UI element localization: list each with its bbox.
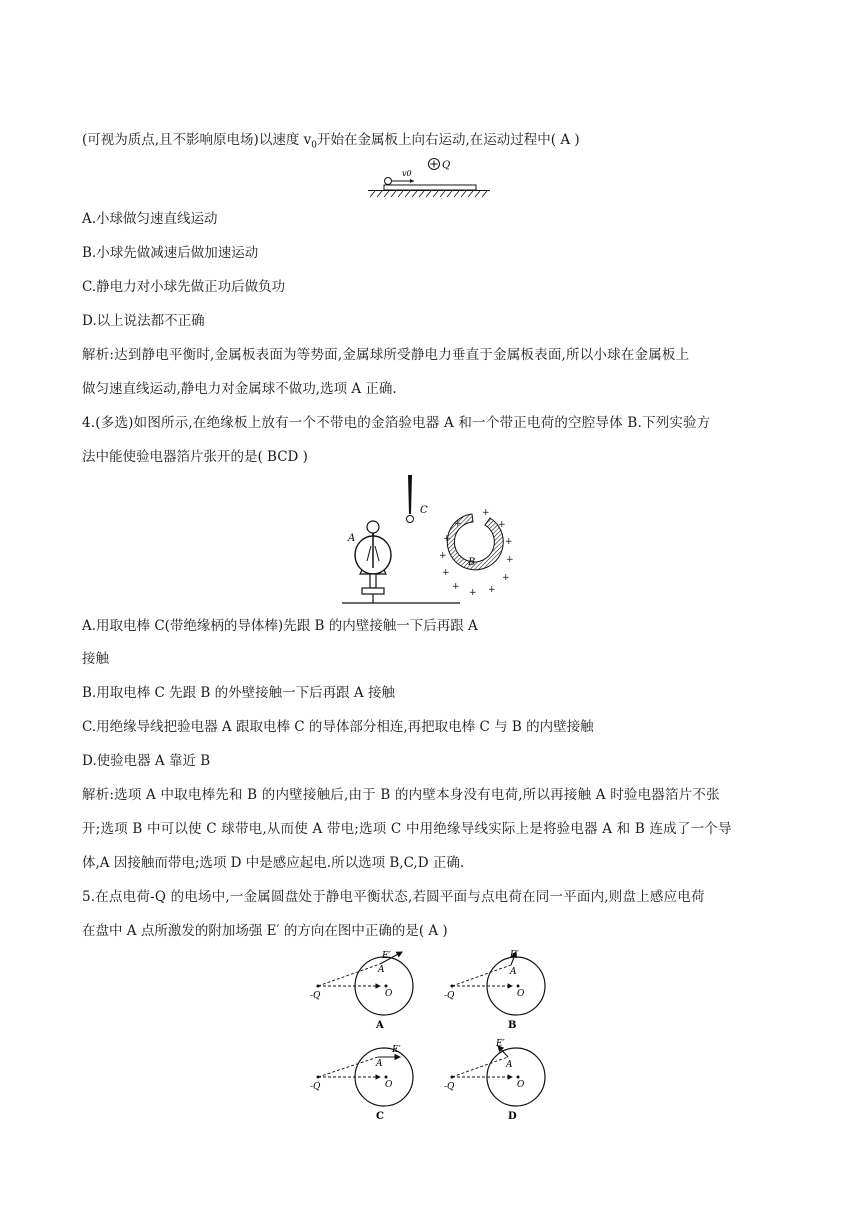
q4-stem-line-1: 4.(多选)如图所示,在绝缘板上放有一个不带电的金箔验电器 A 和一个带正电荷的空腔导体 B.下列实验方 bbox=[82, 415, 711, 431]
svg-text:+: + bbox=[488, 585, 496, 595]
svg-text:O: O bbox=[517, 989, 525, 999]
q4-option-c: C.用绝缘导线把验电器 A 跟取电棒 C 的导体部分相连,再把取电棒 C 与 B 的内壁接触 bbox=[82, 719, 594, 735]
rod-c-handle bbox=[408, 475, 412, 514]
q4-option-a-line-2: 接触 bbox=[82, 651, 109, 667]
svg-text:+: + bbox=[454, 519, 462, 529]
svg-text:-Q: -Q bbox=[310, 1082, 321, 1092]
svg-text:+: + bbox=[439, 551, 447, 561]
label-b: B bbox=[468, 557, 476, 568]
svg-text:A: A bbox=[376, 1059, 383, 1069]
q4-analysis-line-2: 开;选项 B 中可以使 C 球带电,从而使 A 带电;选项 C 中用绝缘导线实际上是将验电器 A 和 B 连成了一个导 bbox=[82, 821, 732, 837]
svg-text:O: O bbox=[385, 1080, 393, 1090]
svg-text:-Q: -Q bbox=[444, 1082, 455, 1092]
q4-analysis-line-3: 体,A 因接触而带电;选项 D 中是感应起电.所以选项 B,C,D 正确. bbox=[82, 855, 465, 871]
q5-panel-a bbox=[310, 951, 413, 1031]
q4-option-a-line-1: A.用取电棒 C(带绝缘柄的导体棒)先跟 B 的内壁接触一下后再跟 A bbox=[82, 618, 478, 634]
svg-text:E′: E′ bbox=[496, 1039, 505, 1049]
q5-panel-d bbox=[444, 1039, 545, 1122]
q5-stem-line-2: 在盘中 A 点所激发的附加场强 E′ 的方向在图中正确的是( A ) bbox=[82, 923, 448, 939]
q5-stem-line-1: 5.在点电荷-Q 的电场中,一金属圆盘处于静电平衡状态,若圆平面与点电荷在同一平面内,则盘上感应电荷 bbox=[82, 889, 705, 905]
svg-text:+: + bbox=[506, 555, 514, 565]
q3-stem: (可视为质点,且不影响原电场)以速度 $v_0$开始在金属板上向右运动,在运动过程中( A ) bbox=[82, 132, 580, 151]
q4-analysis-line-1: 解析:选项 A 中取电棒先和 B 的内壁接触后,由于 B 的内壁本身没有电荷,所以再接触 A 时验电器箔片不张 bbox=[82, 787, 720, 803]
svg-text:+: + bbox=[452, 582, 460, 592]
svg-text:-Q: -Q bbox=[444, 991, 455, 1001]
svg-text:-Q: -Q bbox=[310, 991, 321, 1001]
svg-text:+: + bbox=[505, 537, 513, 547]
svg-text:E′: E′ bbox=[510, 950, 519, 960]
label-c: C bbox=[420, 505, 428, 516]
q5-panel-c bbox=[310, 1045, 413, 1122]
q4-option-b: B.用取电棒 C 先跟 B 的外壁接触一下后再跟 A 接触 bbox=[82, 685, 395, 701]
svg-text:+: + bbox=[442, 568, 450, 578]
svg-text:A: A bbox=[376, 1020, 384, 1031]
q5-figure-field-options bbox=[306, 946, 556, 1126]
q3-option-a: A.小球做匀速直线运动 bbox=[82, 211, 218, 227]
velocity-label: v0 bbox=[402, 169, 412, 178]
svg-text:D: D bbox=[508, 1111, 517, 1122]
q3-figure-metal-plate bbox=[366, 154, 496, 200]
svg-text:B: B bbox=[508, 1020, 517, 1031]
q3-option-d: D.以上说法都不正确 bbox=[82, 313, 205, 329]
svg-text:A: A bbox=[378, 965, 385, 975]
rod-c-ball bbox=[407, 516, 414, 523]
svg-text:O: O bbox=[517, 1080, 525, 1090]
metal-plate bbox=[384, 185, 476, 190]
ground-hatching bbox=[370, 191, 487, 197]
svg-text:E′: E′ bbox=[382, 951, 391, 961]
q3-option-c: C.静电力对小球先做正功后做负功 bbox=[82, 279, 286, 295]
q4-option-d: D.使验电器 A 靠近 B bbox=[82, 753, 211, 769]
svg-text:A: A bbox=[506, 1060, 513, 1070]
svg-text:+: + bbox=[443, 534, 451, 544]
svg-text:+: + bbox=[469, 588, 477, 598]
q3-analysis-line-2: 做匀速直线运动,静电力对金属球不做功,选项 A 正确. bbox=[82, 381, 397, 397]
q4-stem-line-2: 法中能使验电器箔片张开的是( BCD ) bbox=[82, 449, 308, 465]
svg-text:+: + bbox=[498, 520, 506, 530]
svg-text:E′: E′ bbox=[392, 1045, 401, 1055]
small-ball bbox=[385, 178, 392, 185]
q4-figure-electroscope bbox=[340, 470, 530, 610]
electroscope-ball bbox=[367, 521, 379, 533]
svg-text:O: O bbox=[385, 989, 393, 999]
label-a: A bbox=[348, 533, 356, 544]
svg-text:+: + bbox=[482, 508, 490, 518]
svg-text:+: + bbox=[502, 573, 510, 583]
svg-text:C: C bbox=[376, 1111, 384, 1122]
q3-option-b: B.小球先做减速后做加速运动 bbox=[82, 245, 259, 261]
q5-panel-b bbox=[444, 950, 545, 1031]
svg-text:A: A bbox=[510, 967, 517, 977]
charge-q-label: Q bbox=[442, 160, 451, 171]
q3-analysis-line-1: 解析:达到静电平衡时,金属板表面为等势面,金属球所受静电力垂直于金属板表面,所以小球在金属板上 bbox=[82, 347, 690, 363]
